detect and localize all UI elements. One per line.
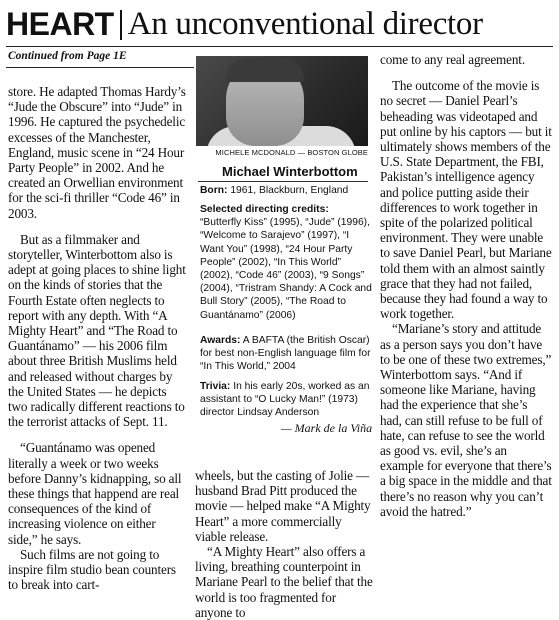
paragraph: wheels, but the casting of Jolie — husband Brad Pitt produced the movie — helped make “A Mighty Heart” a more commercially viable release. xyxy=(195,468,371,544)
paragraph: But as a filmmaker and storyteller, Winterbottom also is adept at going places to shine light on the kinds of stories that the Fourth Estate often neglects to report with any depth. With “A Mighty Heart” and “The Road to Guantánamo” — his 2006 film about three British Muslims held and released without charges by the United States — he depicts two radically different reactions to the terrorist attacks of Sept. 11. xyxy=(8,231,186,430)
trivia-value: In his early 20s, worked as an assistant to “O Lucky Man!” (1973) director Lindsay Anderson xyxy=(200,381,370,419)
paragraph: Such films are not going to inspire film studio bean counters to break into cart- xyxy=(8,546,176,593)
continued-line: Continued from Page 1E xyxy=(8,50,127,62)
awards-label: Awards: xyxy=(200,335,241,346)
born-label: Born: xyxy=(200,185,228,196)
infobox-born xyxy=(200,184,372,197)
credits-label: Selected directing credits: xyxy=(200,204,329,215)
headline-kicker: HEART xyxy=(6,6,114,42)
awards-value: A BAFTA (the British Oscar) for best non-English language film for “In This World,” 2004 xyxy=(200,335,371,373)
headline-title: An unconventional director xyxy=(127,6,483,42)
infobox-name: Michael Winterbottom xyxy=(222,164,358,179)
paragraph: “Guantánamo was opened literally a week or two weeks before Danny’s kidnapping, so all these things that happend are real consequences of the kind of increasing violence on either side,” he says. xyxy=(8,440,182,547)
headline-rule xyxy=(6,46,553,47)
infobox-rule xyxy=(198,181,368,182)
paragraph: The outcome of the movie is no secret — Daniel Pearl’s beheading was videotaped and put online by his captors — but it ultimately shows members of the U.S. State Department, the FBI, Pakistan’s intelligence agency and police putting aside their differences to work together in spite of the polarized political environment. They were unable to save Daniel Pearl, but Mariane told them with an almost saintly grace that they had not failed, because they had found a way to work together. xyxy=(380,78,552,322)
headline xyxy=(6,4,483,44)
photo-credit: MICHELE MCDONALD — BOSTON GLOBE xyxy=(215,148,368,157)
infobox-byline: — Mark de la Viña xyxy=(281,421,373,435)
paragraph: “Mariane’s story and attitude as a person says you don’t have to be one of these two extremes,” Winterbottom says. “And if someone like Mariane, having had the experience that she’s had, can still refuse to be full of hate, can refuse to see the world as good vs. evil, she’s an example for everyone that there’s a big space in the middle and that there’s no reason why you can’t avoid the hatred.” xyxy=(380,321,552,519)
credits-value: “Butterfly Kiss” (1995), “Jude” (1996), “Welcome to Sarajevo” (1997), “I Want You” (1998), “24 Hour Party People” (2002), “In This World” (2002), “Code 46” (2003), “9 Songs” (2004), “Tristram Shandy: A Cock and Bull Story” (2005), “The Road to Guantánamo” (2006) xyxy=(200,217,372,321)
headline-separator xyxy=(120,10,122,40)
paragraph: come to any real agreement. xyxy=(380,52,525,67)
paragraph: store. He adapted Thomas Hardy’s “Jude the Obscure” into “Jude” in 1996. He captured the psychedelic excesses of the Manchester, England, music scene in “24 Hour Party People” in 2002. And he created an Orwellian environment for the sci-fi thriller “Code 46” in 2003. xyxy=(8,84,186,221)
article-column-1 xyxy=(8,84,188,593)
infobox-awards xyxy=(200,334,372,374)
born-value: 1961, Blackburn, England xyxy=(230,185,349,196)
paragraph: “A Mighty Heart” also offers a living, breathing counterpoint in Mariane Pearl to the belief that the world is too fragmented for anyone to xyxy=(195,544,373,620)
article-column-3 xyxy=(380,52,552,519)
trivia-label: Trivia: xyxy=(200,381,231,392)
director-photo xyxy=(196,56,368,146)
continued-rule xyxy=(6,67,194,68)
infobox-trivia xyxy=(200,380,372,420)
infobox-credits xyxy=(200,203,372,322)
article-column-2 xyxy=(195,468,375,620)
